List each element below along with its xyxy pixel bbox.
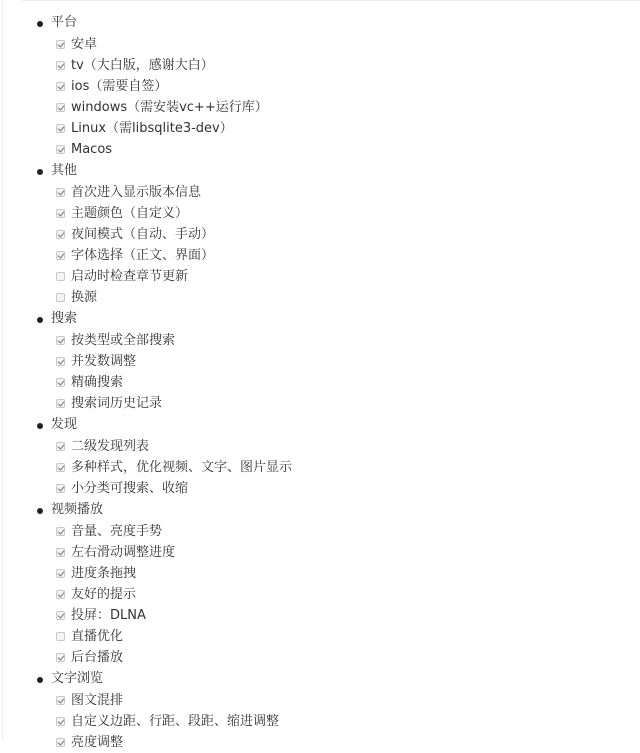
- bullet-icon: [37, 169, 43, 175]
- task-label: ios（需要自签）: [71, 79, 168, 94]
- task-label: tv（大白版，感谢大白）: [71, 58, 214, 73]
- task-item: [0, 287, 640, 308]
- task-item: [0, 203, 640, 224]
- section: [0, 499, 640, 668]
- bullet-icon: [37, 423, 43, 429]
- task-label: 主题颜色（自定义）: [71, 206, 189, 221]
- bullet-icon: [37, 508, 43, 514]
- checked-checkbox[interactable]: [56, 188, 65, 197]
- task-list: [0, 521, 640, 668]
- section-header: [0, 308, 640, 330]
- task-label: 搜索词历史记录: [71, 396, 163, 411]
- checked-checkbox[interactable]: [56, 653, 65, 662]
- task-label: 投屏：DLNA: [71, 608, 146, 623]
- task-item: [0, 372, 640, 393]
- task-item: [0, 139, 640, 160]
- bullet-icon: [37, 21, 43, 27]
- task-item: [0, 182, 640, 203]
- task-label: 字体选择（正文、界面）: [71, 248, 215, 263]
- task-label: 首次进入显示版本信息: [71, 185, 202, 200]
- checked-checkbox[interactable]: [56, 82, 65, 91]
- unchecked-checkbox[interactable]: [56, 293, 65, 302]
- section-title: 发现: [51, 417, 78, 432]
- task-item: [0, 732, 640, 753]
- unchecked-checkbox[interactable]: [56, 632, 65, 641]
- section: [0, 12, 640, 160]
- task-list: [0, 690, 640, 753]
- task-list: [0, 182, 640, 308]
- task-item: [0, 34, 640, 55]
- checked-checkbox[interactable]: [56, 738, 65, 747]
- checked-checkbox[interactable]: [56, 209, 65, 218]
- checked-checkbox[interactable]: [56, 399, 65, 408]
- section-header: [0, 160, 640, 182]
- section-header: [0, 414, 640, 436]
- task-label: 进度条拖拽: [71, 566, 137, 581]
- top-divider: [22, 0, 640, 1]
- task-label: 直播优化: [71, 629, 124, 644]
- task-label: 亮度调整: [71, 735, 124, 750]
- checked-checkbox[interactable]: [56, 230, 65, 239]
- task-label: 精确搜索: [71, 375, 124, 390]
- task-list: [0, 330, 640, 414]
- task-label: Linux（需libsqlite3-dev）: [71, 121, 233, 136]
- checked-checkbox[interactable]: [56, 442, 65, 451]
- task-label: 小分类可搜索、收缩: [71, 481, 189, 496]
- bullet-icon: [37, 317, 43, 323]
- feature-list: [0, 12, 640, 753]
- section-title: 视频播放: [51, 502, 104, 517]
- checked-checkbox[interactable]: [56, 611, 65, 620]
- section-title: 其他: [51, 163, 78, 178]
- section: [0, 668, 640, 753]
- checked-checkbox[interactable]: [56, 484, 65, 493]
- task-label: 自定义边距、行距、段距、缩进调整: [71, 714, 280, 729]
- checked-checkbox[interactable]: [56, 696, 65, 705]
- checked-checkbox[interactable]: [56, 251, 65, 260]
- task-label: 换源: [71, 290, 98, 305]
- checked-checkbox[interactable]: [56, 40, 65, 49]
- section-header: [0, 12, 640, 34]
- task-label: 友好的提示: [71, 587, 137, 602]
- checked-checkbox[interactable]: [56, 569, 65, 578]
- section: [0, 414, 640, 499]
- checked-checkbox[interactable]: [56, 124, 65, 133]
- section-header: [0, 499, 640, 521]
- section: [0, 160, 640, 308]
- task-label: 按类型或全部搜索: [71, 333, 176, 348]
- task-item: [0, 457, 640, 478]
- task-item: [0, 605, 640, 626]
- task-item: [0, 55, 640, 76]
- task-item: [0, 436, 640, 457]
- checked-checkbox[interactable]: [56, 378, 65, 387]
- checked-checkbox[interactable]: [56, 145, 65, 154]
- checked-checkbox[interactable]: [56, 463, 65, 472]
- task-label: 后台播放: [71, 650, 124, 665]
- section-title: 平台: [51, 15, 78, 30]
- task-item: [0, 118, 640, 139]
- task-label: 音量、亮度手势: [71, 524, 163, 539]
- task-label: 二级发现列表: [71, 439, 150, 454]
- task-item: [0, 542, 640, 563]
- task-label: 多种样式，优化视频、文字、图片显示: [71, 460, 293, 475]
- task-item: [0, 351, 640, 372]
- section-title: 文字浏览: [51, 671, 104, 686]
- task-item: [0, 224, 640, 245]
- task-item: [0, 478, 640, 499]
- task-item: [0, 711, 640, 732]
- task-label: 并发数调整: [71, 354, 137, 369]
- section-header: [0, 668, 640, 690]
- task-item: [0, 97, 640, 118]
- checked-checkbox[interactable]: [56, 717, 65, 726]
- task-item: [0, 245, 640, 266]
- task-item: [0, 563, 640, 584]
- task-item: [0, 521, 640, 542]
- section: [0, 308, 640, 414]
- task-item: [0, 76, 640, 97]
- task-label: 图文混排: [71, 693, 124, 708]
- task-item: [0, 690, 640, 711]
- checked-checkbox[interactable]: [56, 103, 65, 112]
- task-label: 左右滑动调整进度: [71, 545, 176, 560]
- bullet-icon: [37, 677, 43, 683]
- task-label: 启动时检查章节更新: [71, 269, 189, 284]
- checked-checkbox[interactable]: [56, 548, 65, 557]
- task-list: [0, 436, 640, 499]
- checked-checkbox[interactable]: [56, 61, 65, 70]
- task-label: windows（需安装vc++运行库）: [71, 100, 268, 115]
- section-title: 搜索: [51, 311, 78, 326]
- task-item: [0, 393, 640, 414]
- task-item: [0, 626, 640, 647]
- task-list: [0, 34, 640, 160]
- checked-checkbox[interactable]: [56, 527, 65, 536]
- task-item: [0, 647, 640, 668]
- checked-checkbox[interactable]: [56, 357, 65, 366]
- checked-checkbox[interactable]: [56, 590, 65, 599]
- task-label: 安卓: [71, 37, 98, 52]
- task-label: 夜间模式（自动、手动）: [71, 227, 215, 242]
- task-item: [0, 266, 640, 287]
- task-label: Macos: [71, 142, 113, 157]
- unchecked-checkbox[interactable]: [56, 272, 65, 281]
- task-item: [0, 584, 640, 605]
- checked-checkbox[interactable]: [56, 336, 65, 345]
- task-item: [0, 330, 640, 351]
